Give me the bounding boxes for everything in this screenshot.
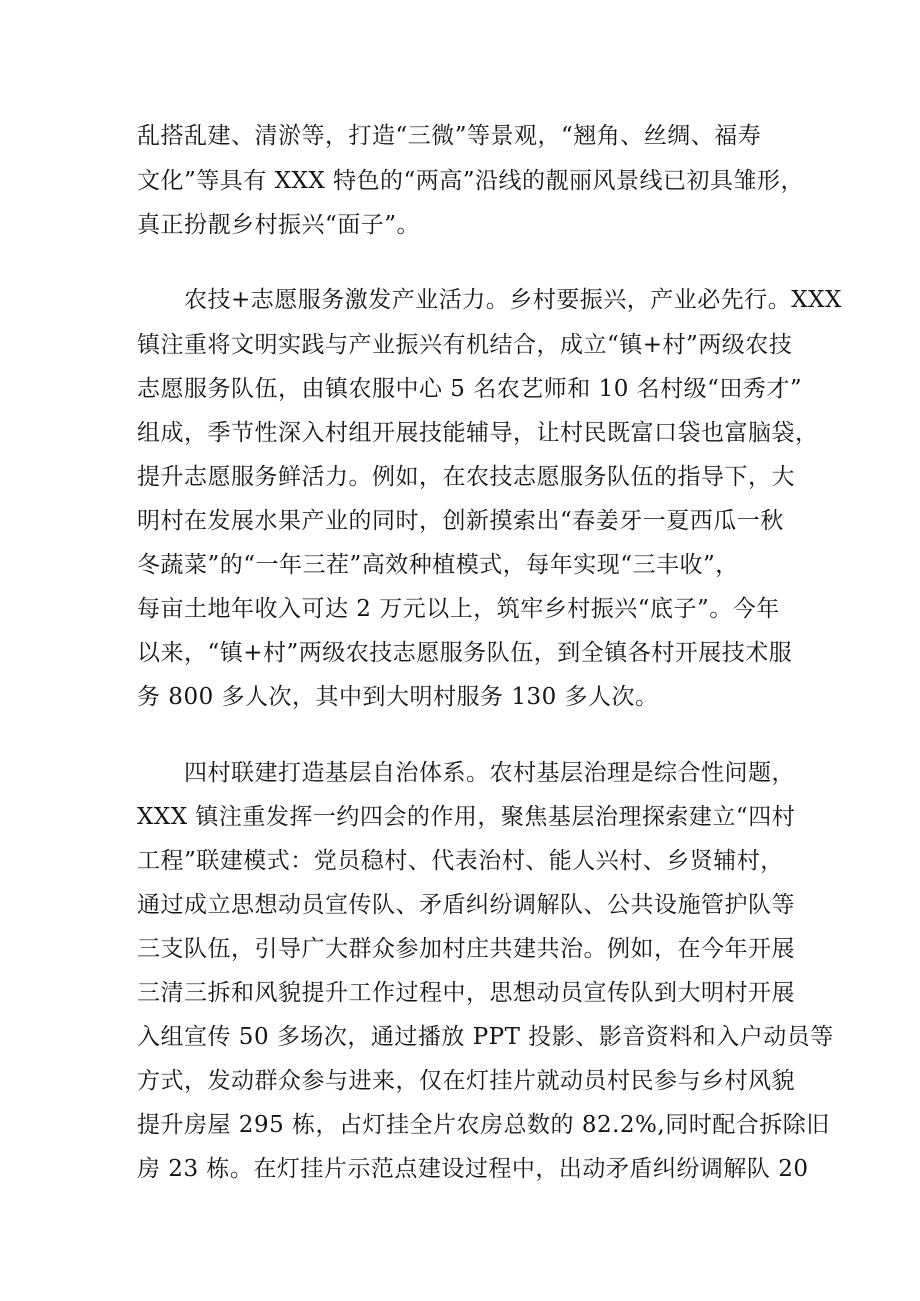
text-line: 三支队伍，引导广大群众参加村庄共建共治。例如，在今年开展 bbox=[137, 936, 795, 962]
text-line: 组成，季节性深入村组开展技能辅导，让村民既富口袋也富脑袋， bbox=[137, 420, 819, 446]
text-line: 以来，“镇+村”两级农技志愿服务队伍，到全镇各村开展技术服 bbox=[137, 640, 793, 666]
text-line: 文化”等具有 XXX 特色的“两高”沿线的靓丽风景线已初具雏形， bbox=[137, 168, 805, 194]
text-line: XXX 镇注重发挥一约四会的作用，聚焦基层治理探索建立“四村 bbox=[137, 804, 796, 830]
text-line: 提升志愿服务鲜活力。例如，在农技志愿服务队伍的指导下，大 bbox=[137, 464, 795, 490]
text-line: 工程”联建模式：党员稳村、代表治村、能人兴村、乡贤辅村， bbox=[137, 848, 784, 874]
text-line: 志愿服务队伍，由镇农服中心 5 名农艺师和 10 名村级“田秀才” bbox=[137, 376, 803, 402]
text-line: 提升房屋 295 栋，占灯挂全片农房总数的 82.2%,同时配合拆除旧 bbox=[137, 1112, 830, 1138]
text-line: 三清三拆和风貌提升工作过程中，思想动员宣传队到大明村开展 bbox=[137, 980, 795, 1006]
text-line: 房 23 栋。在灯挂片示范点建设过程中，出动矛盾纠纷调解队 20 bbox=[137, 1156, 809, 1182]
text-line: 镇注重将文明实践与产业振兴有机结合，成立“镇+村”两级农技 bbox=[137, 332, 793, 358]
text-line: 明村在发展水果产业的同时，创新摸索出“春姜牙一夏西瓜一秋 bbox=[137, 508, 784, 534]
text-line: 冬蔬菜”的“一年三茬”高效种植模式，每年实现“三丰收”， bbox=[137, 552, 739, 578]
text-line: 务 800 多人次，其中到大明村服务 130 多人次。 bbox=[137, 684, 659, 710]
text-line: 入组宣传 50 多场次，通过播放 PPT 投影、影音资料和入户动员等 bbox=[137, 1024, 834, 1050]
text-line: 乱搭乱建、清淤等，打造“三微”等景观，“翘角、丝绸、福寿 bbox=[137, 123, 762, 149]
text-line: 真正扮靓乡村振兴“面子”。 bbox=[137, 212, 421, 238]
text-line: 每亩土地年收入可达 2 万元以上，筑牢乡村振兴“底子”。今年 bbox=[137, 596, 780, 622]
text-line: 农技+志愿服务激发产业活力。乡村要振兴，产业必先行。XXX bbox=[184, 287, 842, 313]
text-line: 方式，发动群众参与进来，仅在灯挂片就动员村民参与乡村风貌 bbox=[137, 1068, 795, 1094]
text-line: 四村联建打造基层自治体系。农村基层治理是综合性问题， bbox=[184, 760, 795, 786]
text-line: 通过成立思想动员宣传队、矛盾纠纷调解队、公共设施管护队等 bbox=[137, 892, 795, 918]
